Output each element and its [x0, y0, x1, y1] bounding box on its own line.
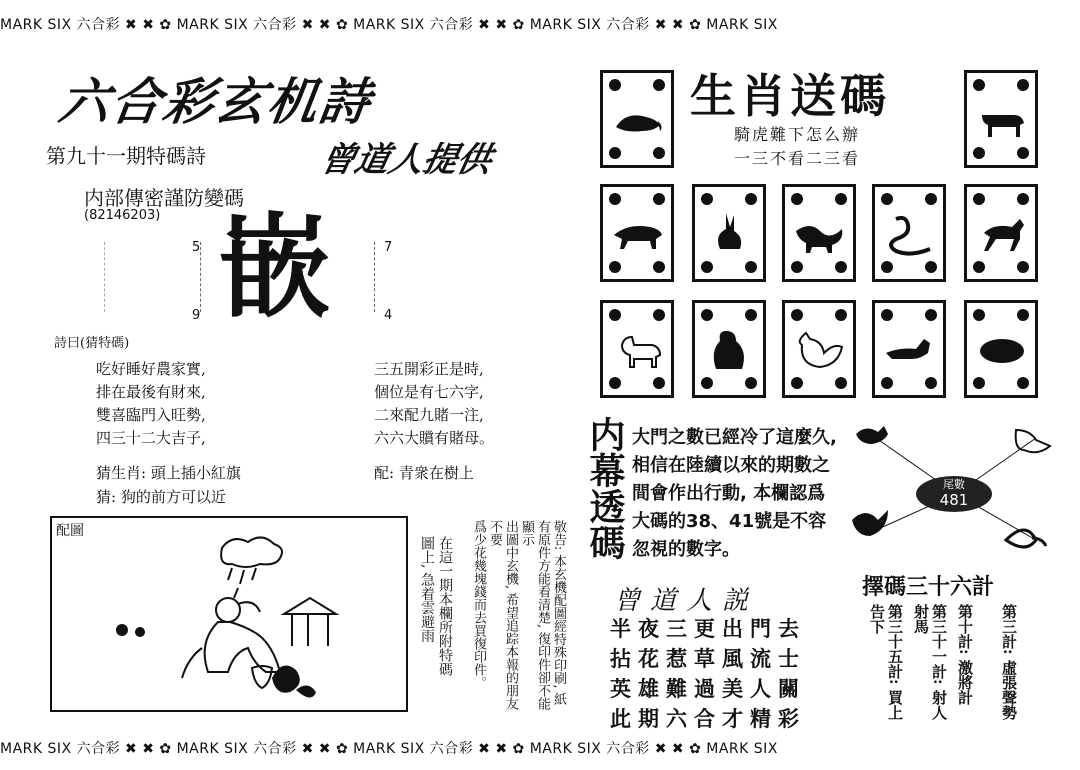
provider-title: 曾道人提供: [317, 140, 496, 180]
poem-right-line: 二來配九賭一注,: [374, 406, 484, 424]
rain-drops-icon: [228, 568, 256, 598]
grid-line-left: [200, 242, 202, 312]
bottom-banner: [0, 738, 1080, 762]
monkey-icon: [702, 327, 758, 373]
top-banner: [0, 14, 1080, 38]
dragon-icon: [792, 211, 848, 257]
goat-icon: [610, 327, 666, 373]
vertical-caption-line: 在這一期本欄所附特碼: [437, 536, 453, 676]
riddle-line-1: 騎虎難下怎么辦: [734, 125, 861, 144]
flower-icons: [116, 624, 316, 698]
poem-right-line: 三五開彩正是時,: [374, 360, 484, 378]
zodiac-card-rabbit: [692, 184, 766, 282]
poem-right-line: 六六大贘有賭母。: [374, 429, 495, 447]
poem-left-line: 吃好睡好農家實,: [96, 360, 206, 378]
snake-icon: [882, 211, 938, 257]
secret-code: (82146203): [84, 208, 161, 223]
zodiac-card-horse: [964, 184, 1038, 282]
vertical-caption: [418, 536, 454, 706]
zodiac-card-ox: [964, 70, 1038, 168]
tiger-icon: [610, 211, 666, 257]
rat-icon: [610, 97, 666, 143]
vertical-notice-line: 出圖中玄機, 希望追踪本報的朋友不要: [487, 520, 518, 711]
pig-icon: [974, 327, 1030, 373]
poem-heading: 詩曰(猜特碼): [54, 336, 130, 351]
strategy-col-3: 第三十一計: 射人射馬: [912, 604, 948, 720]
rabbit-icon: [702, 211, 758, 257]
tail-badge: [916, 476, 992, 512]
inside-text: 大門之數已經冷了這麼久, 相信在陸續以來的期數之間會作出行動, 本欄認爲大碼的38、41號是不容忽視的數字。: [632, 427, 837, 560]
secret-label: 内部傳密謹防變碼: [84, 186, 244, 210]
corner-num-bl: 9: [192, 308, 201, 323]
top-banner-text: MARK SIX 六合彩 ✖ ✖ ✿ MARK SIX 六合彩 ✖ ✖ ✿ MARK SIX 六合彩 ✖ ✖ ✿ MARK SIX 六合彩 ✖ ✖ ✿ MARK SIX: [0, 17, 778, 33]
rooster-small-icon: [852, 510, 888, 536]
riddle-line-2: 一三不看二三看: [734, 149, 861, 168]
vertical-notice-line: 敬告: 本玄機配圖經特殊印刷, 紙: [551, 520, 566, 706]
guess-zodiac: 猜生肖: 頭上插小紅旗: [96, 464, 241, 482]
vertical-notice-line: 有原件方能看清楚, 復印件卻不能顯示: [519, 520, 550, 711]
poem-right-line: 個位是有七六字,: [374, 383, 484, 401]
zodiac-card-dog: [872, 300, 946, 398]
ox-icon: [974, 97, 1030, 143]
guess-last: 猜: 狗的前方可以近: [96, 488, 226, 506]
poem-left-line: 雙喜臨門入旺勢,: [96, 406, 206, 424]
tail-value: 481: [939, 491, 969, 509]
dog-icon: [882, 327, 938, 373]
corner-num-tl: 5: [192, 240, 201, 255]
tail-label: 尾數: [943, 478, 965, 491]
zodiac-card-pig: [964, 300, 1038, 398]
strategy-col-1: 第三計: 虛張聲勢: [1000, 604, 1018, 720]
bottom-banner-text: MARK SIX 六合彩 ✖ ✖ ✿ MARK SIX 六合彩 ✖ ✖ ✿ MARK SIX 六合彩 ✖ ✖ ✿ MARK SIX 六合彩 ✖ ✖ ✿ MARK SIX: [0, 741, 778, 757]
poem-right: [374, 358, 494, 450]
horse-small-icon: [1016, 430, 1050, 452]
main-title: 六合彩玄机詩: [55, 73, 376, 131]
rain-illustration: [52, 518, 406, 710]
strategy-title: 擇碼三十六計: [862, 575, 995, 600]
vertical-notice: [470, 520, 566, 716]
guess-zodiac-pair: 配: 青衆在樹上: [374, 464, 474, 482]
zodiac-card-goat: [600, 300, 674, 398]
corner-num-tr: 7: [384, 240, 393, 255]
zodiac-card-rooster: [782, 300, 856, 398]
strategy-col-4: 第三十五計: 買上告下: [868, 604, 904, 720]
zodiac-card-tiger: [600, 184, 674, 282]
zodiac-card-monkey: [692, 300, 766, 398]
issue-title: 第九十一期特碼詩: [46, 144, 206, 168]
poem-left: [96, 358, 206, 450]
saying-line: 英雄難過美人關: [610, 676, 806, 701]
pavilion-icon: [284, 598, 336, 646]
strategy-col-2: 第十計: 激將計: [956, 604, 974, 705]
vertical-caption-line: 圖上, 急着雲避雨: [419, 536, 435, 643]
saying-line: 此期六合才精彩: [610, 706, 806, 731]
poem-left-line: 四三十二大吉子,: [96, 429, 206, 447]
zodiac-title: 生肖送碼: [690, 69, 890, 123]
big-character: 嵌: [218, 203, 330, 333]
inside-title: 内幕透碼: [584, 416, 625, 560]
vertical-notice-line: 爲少花幾塊錢而去買復印件。: [471, 520, 486, 689]
poem-left-line: 排在最後有財來,: [96, 383, 206, 401]
saying-title: 曾道人説: [614, 586, 759, 616]
snake-small-icon: [1006, 530, 1046, 547]
horse-icon: [974, 211, 1030, 257]
illustration-box: [50, 516, 408, 712]
cloud-icon: [221, 537, 282, 567]
saying-line: 半夜三更出門去: [610, 616, 806, 641]
zodiac-card-rat: [600, 70, 674, 168]
rooster-icon: [792, 327, 848, 373]
saying-lines: [610, 614, 806, 734]
zodiac-card-snake: [872, 184, 946, 282]
dragon-small-icon: [856, 426, 888, 444]
corner-num-br: 4: [384, 308, 393, 323]
zodiac-card-dragon: [782, 184, 856, 282]
saying-line: 拈花惹草風流士: [610, 646, 806, 671]
illustration-label: 配圖: [56, 523, 84, 539]
grid-line-outer: [104, 242, 106, 312]
grid-line-right: [374, 242, 376, 312]
